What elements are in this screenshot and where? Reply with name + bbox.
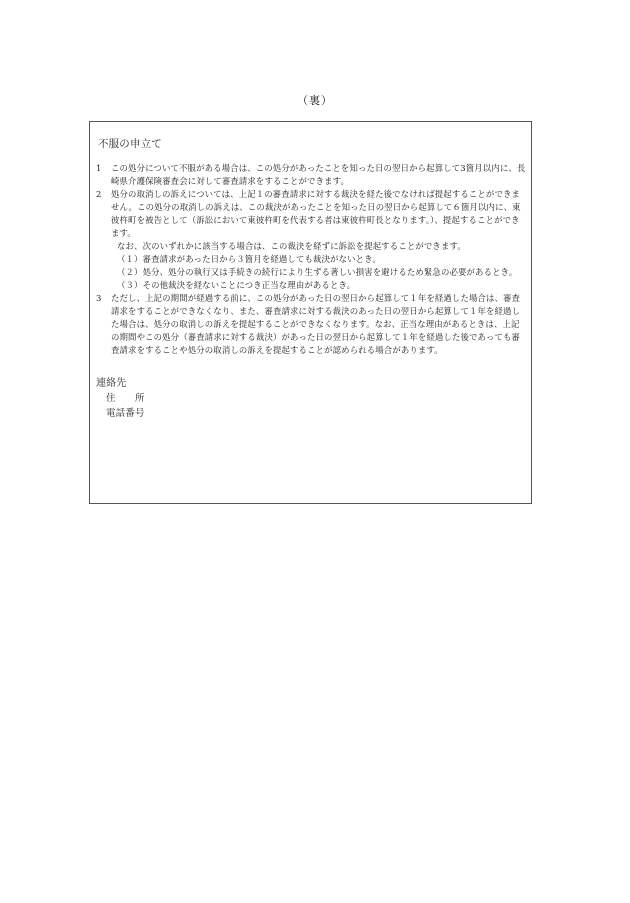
phone-label: 電話番号 xyxy=(106,408,145,419)
clause-sub-item: （１）審査請求があった日から３箇月を経過しても裁決がないとき。 xyxy=(117,254,381,264)
clause-text: この処分について不服がある場合は、この処分があったことを知った日の翌日から起算して3箇月以内に、長崎県介護保険審査会に対して審査請求をすることができます。 xyxy=(111,163,526,186)
clause-sub-item: （２）処分、処分の執行又は手続きの続行により生ずる著しい損害を避けるため緊急の必要があるとき。 xyxy=(117,267,518,277)
address-label: 住 所 xyxy=(106,393,145,404)
clause-number: 3 xyxy=(96,293,102,303)
appeal-notice-box xyxy=(89,121,532,504)
clause-number: 2 xyxy=(96,189,102,199)
section-title: 不服の申立て xyxy=(98,138,162,150)
clause-1 xyxy=(96,162,528,188)
clause-2 xyxy=(96,188,528,292)
contact-title: 連絡先 xyxy=(96,378,127,389)
clause-sub-paragraph: なお、次のいずれかに該当する場合は、この裁決を経ずに訴訟を提起することができます。 xyxy=(117,241,466,251)
clause-number: 1 xyxy=(96,163,102,173)
clause-text: 処分の取消しの訴えについては、上記１の審査請求に対する裁決を経た後でなければ提起することができません。この処分の取消しの訴えは、この裁決があったことを知った日の翌日から起算して６箇月以内に、東彼杵町を被告として（訴訟において東彼杵町を代表する者は東彼杵町長となります。）、提起することができます。 xyxy=(111,189,521,238)
clause-sub-item: （３）その他裁決を経ないことにつき正当な理由があるとき。 xyxy=(117,280,356,290)
clause-list xyxy=(96,162,528,357)
page-heading: （裏） xyxy=(297,94,333,107)
clause-text: ただし、上記の期間が経過する前に、この処分があった日の翌日から起算して１年を経過した場合は、審査請求をすることができなくなり、また、審査請求に対する裁決のあった日の翌日から起算して１年を経過した場合は、処分の取消しの訴えを提起することができなくなります。なお、正当な理由があるときは、上記の期間やこの処分（審査請求に対する裁決）があった日の翌日から起算して１年を経過した後であっても審査請求をすることや処分の取消しの訴えを提起することが認められる場合があります。 xyxy=(111,293,521,355)
clause-3 xyxy=(96,292,528,357)
contact-section xyxy=(96,376,145,421)
